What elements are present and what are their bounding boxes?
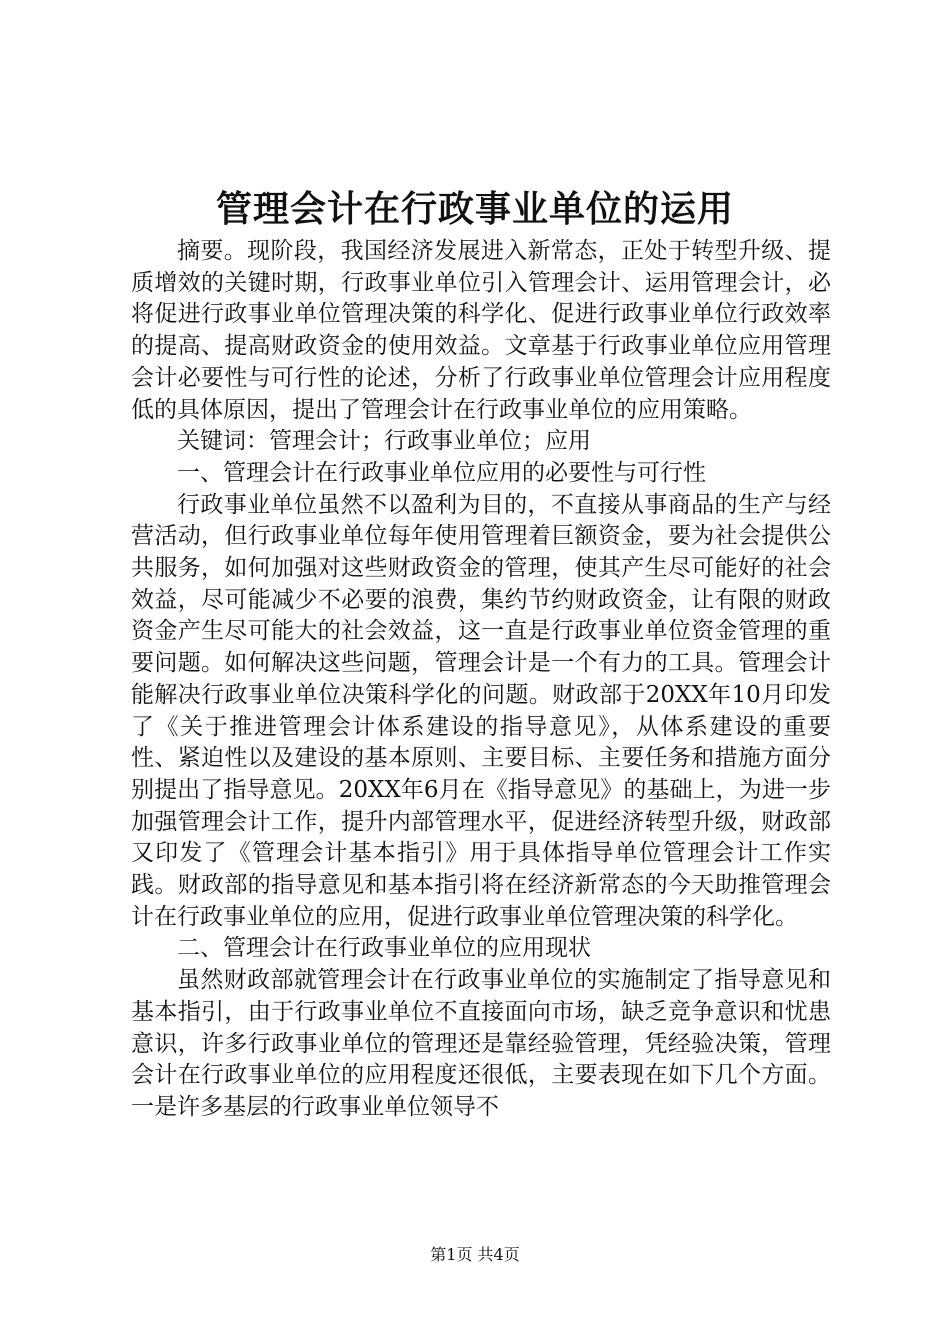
body-paragraph-2: 虽然财政部就管理会计在行政事业单位的实施制定了指导意见和基本指引，由于行政事业单位不直接面向市场，缺乏竞争意识和忧患意识，许多行政事业单位的管理还是靠经验管理，凭经验决策，管理会计在行政事业单位的应用程度还很低，主要表现在如下几个方面。一是许多基层的行政事业单位领导不	[131, 967, 831, 1120]
page-number-footer: 第1页 共4页	[430, 1245, 520, 1264]
document-title: 管理会计在行政事业单位的运用	[215, 188, 734, 230]
section-heading-1: 一、管理会计在行政事业单位应用的必要性与可行性	[177, 459, 706, 486]
keywords-paragraph: 关键词：管理会计；行政事业单位；应用	[177, 428, 591, 455]
document-body	[131, 236, 831, 1124]
abstract-paragraph: 摘要。现阶段，我国经济发展进入新常态，正处于转型升级、提质增效的关键时期，行政事业单位引入管理会计、运用管理会计，必将促进行政事业单位管理决策的科学化、促进行政事业单位行政效率的提高、提高财政资金的使用效益。文章基于行政事业单位应用管理会计必要性与可行性的论述，分析了行政事业单位管理会计应用程度低的具体原因，提出了管理会计在行政事业单位的应用策略。	[131, 238, 831, 423]
body-paragraph-1: 行政事业单位虽然不以盈利为目的，不直接从事商品的生产与经营活动，但行政事业单位每年使用管理着巨额资金，要为社会提供公共服务，如何加强对这些财政资金的管理，使其产生尽可能好的社会效益，尽可能减少不必要的浪费，集约节约财政资金，让有限的财政资金产生尽可能大的社会效益，这一直是行政事业单位资金管理的重要问题。如何解决这些问题，管理会计是一个有力的工具。管理会计能解决行政事业单位决策科学化的问题。财政部于20XX年10月印发了《关于推进管理会计体系建设的指导意见》，从体系建设的重要性、紧迫性以及建设的基本原则、主要目标、主要任务和措施方面分别提出了指导意见。20XX年6月在《指导意见》的基础上，为进一步加强管理会计工作，提升内部管理水平，促进经济转型升级，财政部又印发了《管理会计基本指引》用于具体指导单位管理会计工作实践。财政部的指导意见和基本指引将在经济新常态的今天助推管理会计在行政事业单位的应用，促进行政事业单位管理决策的科学化。	[131, 491, 831, 930]
section-heading-2: 二、管理会计在行政事业单位的应用现状	[177, 935, 591, 962]
